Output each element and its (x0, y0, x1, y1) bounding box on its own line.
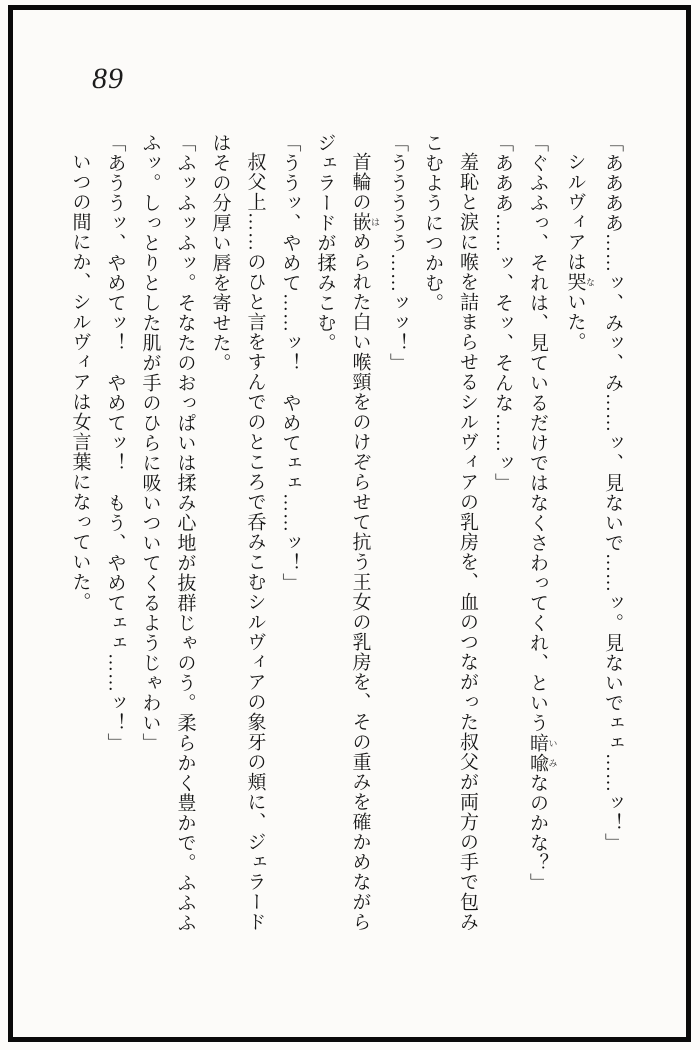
text-line: いつの間にか、シルヴィアは女言葉になっていた。 (69, 152, 91, 612)
text-line: 「ふッふッふッ。そなたのおっぱいは揉み心地が抜群じゃのう。柔らかく豊かで。ふふふ (174, 133, 196, 933)
text-line: 「あああ……ッ、そッ、そんな……ッ」 (492, 133, 513, 493)
text-line: 「ぐふふっ、それは、見ているだけではなくさわってくれ、という暗喩 いみなのかな？」 (527, 133, 558, 893)
text-line: ジェラードが揉みこむ。 (314, 133, 336, 353)
text-line: ふッ。しっとりとした肌が手のひらに吸いついてくるようじゃわい」 (139, 133, 161, 753)
text-block (70, 133, 630, 1050)
text-line: はその分厚い唇を寄せた。 (209, 133, 231, 373)
furigana-ruby: 暗喩 いみ (527, 733, 558, 773)
text-line: 羞恥と涙に喉を詰まらせるシルヴィアの乳房を、血のつながった叔父が両方の手で包み (457, 152, 478, 932)
text-line: こむようにつかむ。 (422, 133, 443, 313)
furigana-ruby: 哭 な (564, 272, 595, 292)
furigana-ruby: 嵌 は (349, 212, 380, 232)
text-line: 「あううッ、やめてッ！ やめてッ！ もう、やめてェェ……ッ！」 (104, 133, 126, 753)
page-number: 89 (92, 62, 124, 95)
text-line: 叔父上……のひと言をすんでのところで呑みこむシルヴィアの象牙の頬に、ジェラード (244, 152, 266, 932)
text-line: シルヴィアは哭 ないた。 (564, 152, 595, 352)
text-line: 「ううううう……ッッ！」 (387, 133, 408, 373)
text-line: 「ううッ、やめて……ッ！ やめてェェ……ッ！」 (279, 133, 301, 593)
text-line: 首輪の嵌 はめられた白い喉頸をのけぞらせて抗う王女の乳房を、その重みを確かめながら (349, 152, 380, 932)
text-line: 「ああああ……ッ、みッ、み……ッ、見ないで……ッ。見ないでェェ……ッ！」 (602, 133, 623, 853)
